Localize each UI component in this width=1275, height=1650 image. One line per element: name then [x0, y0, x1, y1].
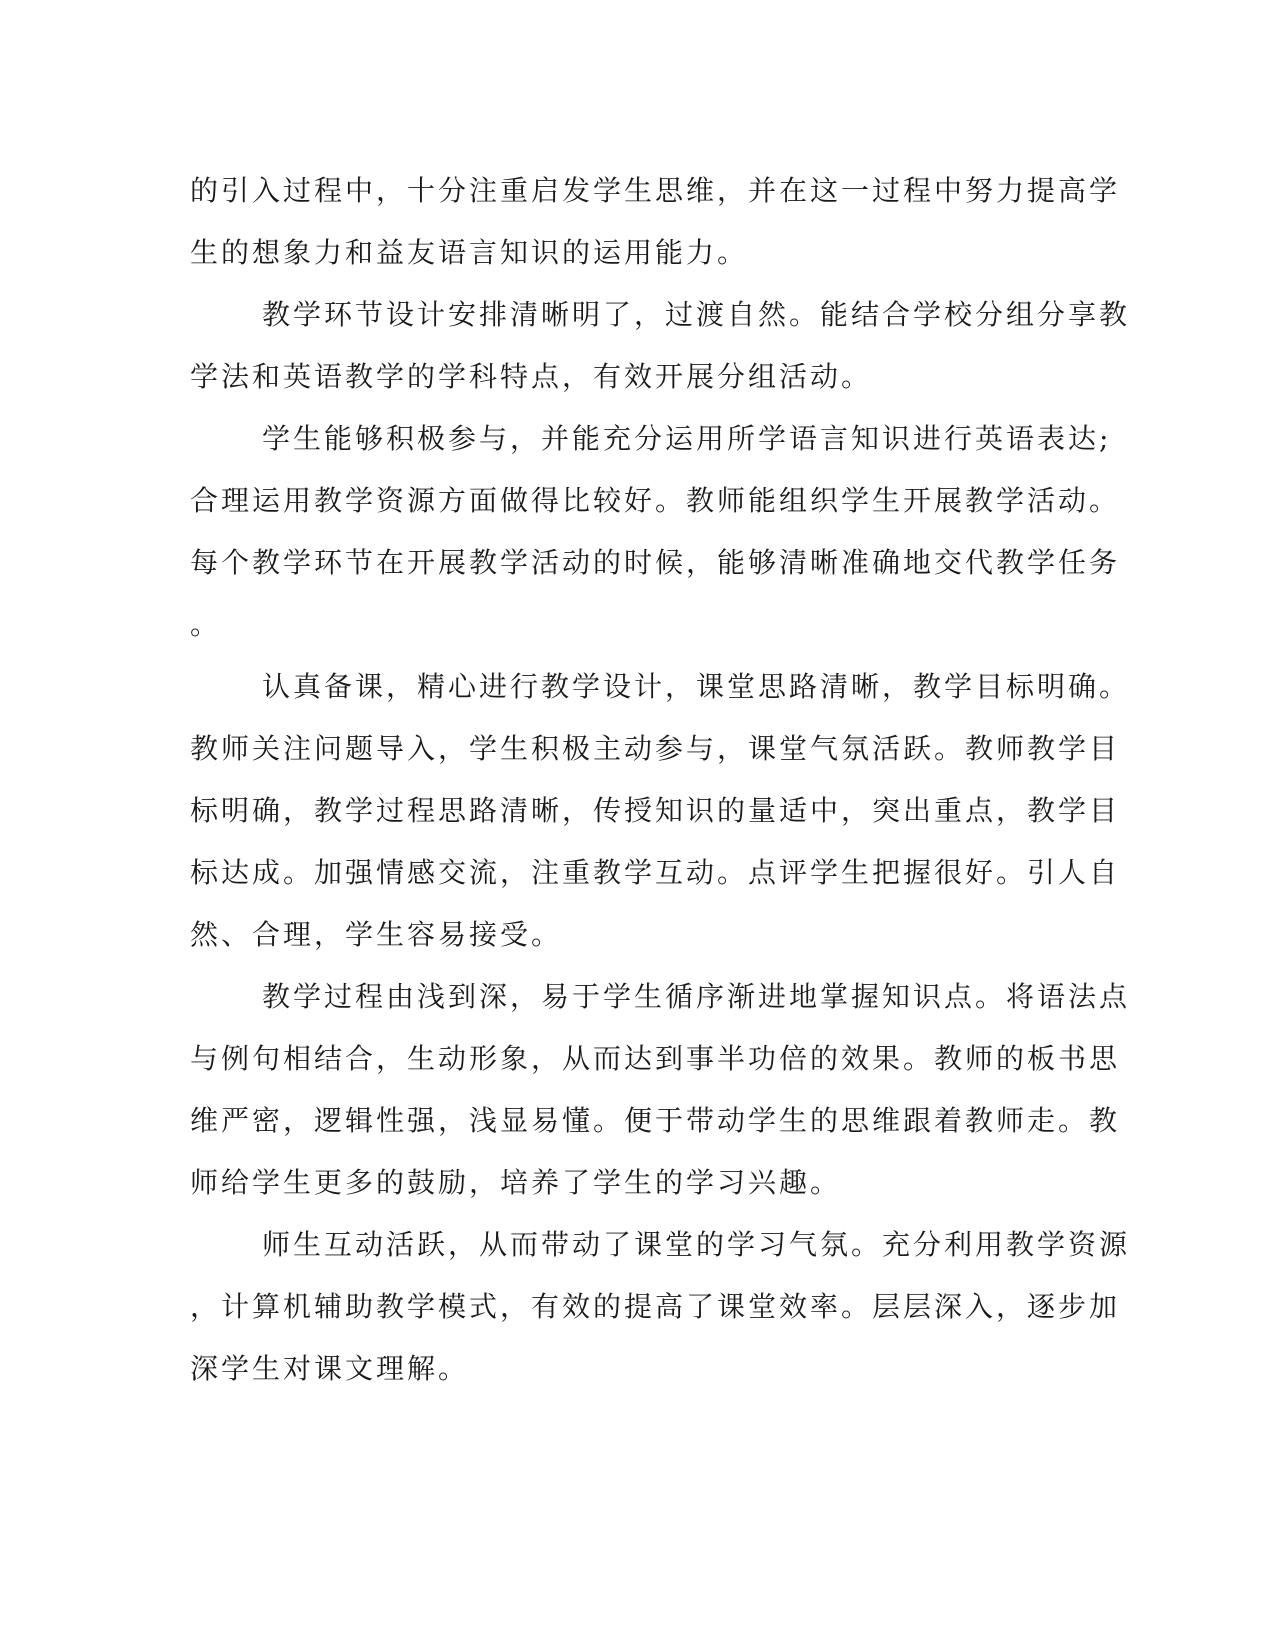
text-line: 合理运用教学资源方面做得比较好。教师能组织学生开展教学活动。 [190, 484, 1121, 517]
paragraph-first-line: 教学过程由浅到深，易于学生循序渐进地掌握知识点。将语法点 [262, 980, 1131, 1013]
text-line: 维严密，逻辑性强，浅显易懂。便于带动学生的思维跟着教师走。教 [190, 1104, 1121, 1137]
text-line: 然、合理，学生容易接受。 [190, 918, 563, 951]
paragraph-first-line: 学生能够积极参与，并能充分运用所学语言知识进行英语表达; [262, 422, 1112, 455]
text-line: 师给学生更多的鼓励，培养了学生的学习兴趣。 [190, 1166, 842, 1199]
text-line: 。 [190, 608, 222, 641]
document-body [190, 160, 1131, 1400]
text-line: 与例句相结合，生动形象，从而达到事半功倍的效果。教师的板书思 [190, 1042, 1121, 1075]
text-line: 深学生对课文理解。 [190, 1352, 470, 1385]
paragraph-first-line: 认真备课，精心进行教学设计，课堂思路清晰，教学目标明确。 [262, 670, 1131, 703]
text-line: 标明确，教学过程思路清晰，传授知识的量适中，突出重点，教学目 [190, 794, 1121, 827]
text-line: 教师关注问题导入，学生积极主动参与，课堂气氛活跃。教师教学目 [190, 732, 1121, 765]
text-line: ，计算机辅助教学模式，有效的提高了课堂效率。层层深入，逐步加 [190, 1290, 1121, 1323]
paragraph-first-line: 师生互动活跃，从而带动了课堂的学习气氛。充分利用教学资源 [262, 1228, 1131, 1261]
text-line: 的引入过程中，十分注重启发学生思维，并在这一过程中努力提高学 [190, 174, 1121, 207]
text-line: 生的想象力和益友语言知识的运用能力。 [190, 236, 749, 269]
text-line: 学法和英语教学的学科特点，有效开展分组活动。 [190, 360, 873, 393]
paragraph-first-line: 教学环节设计安排清晰明了，过渡自然。能结合学校分组分享教 [262, 298, 1131, 331]
text-line: 标达成。加强情感交流，注重教学互动。点评学生把握很好。引人自 [190, 856, 1121, 889]
text-line: 每个教学环节在开展教学活动的时候，能够清晰准确地交代教学任务 [190, 546, 1121, 579]
